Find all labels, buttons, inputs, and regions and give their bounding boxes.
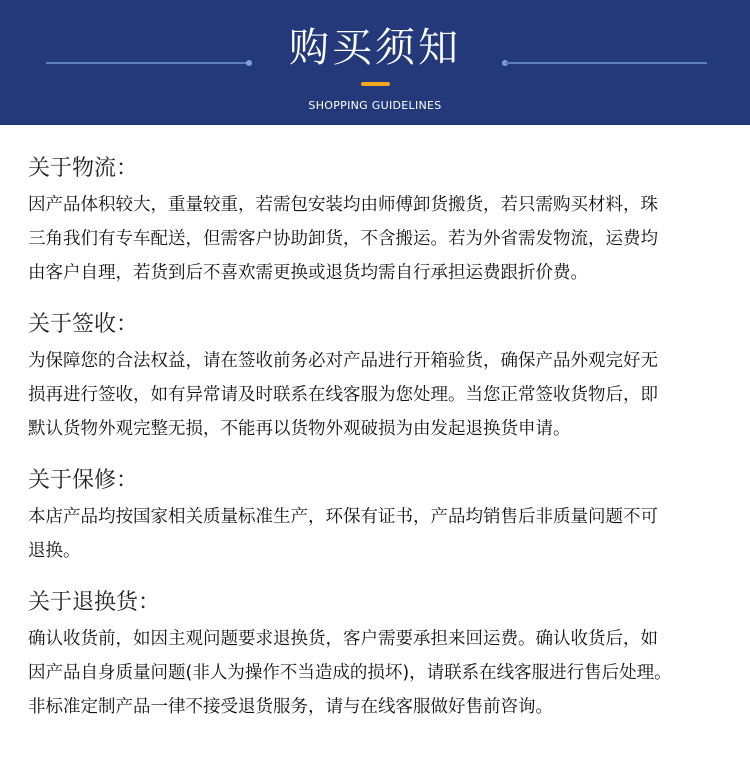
page-subtitle: SHOPPING GUIDELINES bbox=[308, 99, 442, 112]
header-divider-right bbox=[505, 62, 707, 64]
text-line: 因产品体积较大，重量较重，若需包安装均由师傅卸货搬货，若只需购买材料，珠 bbox=[28, 195, 658, 215]
section-warranty bbox=[28, 466, 724, 568]
text-line: 因产品自身质量问题(非人为操作不当造成的损坏)，请联系在线客服进行售后处理。 bbox=[28, 663, 672, 683]
section-returns bbox=[28, 588, 724, 724]
section-title-logistics: 关于物流： bbox=[28, 156, 139, 181]
section-body-logistics bbox=[28, 188, 724, 290]
section-title-returns: 关于退换货： bbox=[28, 590, 161, 615]
page-title: 购买须知 bbox=[289, 25, 461, 71]
text-line: 本店产品均按国家相关质量标准生产，环保有证书，产品均销售后非质量问题不可 bbox=[28, 507, 658, 527]
section-title-warranty: 关于保修： bbox=[28, 468, 139, 493]
text-line: 确认收货前，如因主观问题要求退换货，客户需要承担来回运费。确认收货后，如 bbox=[28, 629, 658, 649]
text-line: 默认货物外观完整无损，不能再以货物外观破损为由发起退换货申请。 bbox=[28, 419, 571, 439]
section-body-warranty bbox=[28, 500, 724, 568]
section-logistics bbox=[28, 154, 724, 290]
text-line: 退换。 bbox=[28, 541, 81, 561]
text-line: 为保障您的合法权益，请在签收前务必对产品进行开箱验货，确保产品外观完好无 bbox=[28, 351, 658, 371]
text-line: 非标准定制产品一律不接受退货服务，请与在线客服做好售前咨询。 bbox=[28, 697, 553, 717]
section-body-returns bbox=[28, 622, 724, 724]
text-line: 损再进行签收，如有异常请及时联系在线客服为您处理。当您正常签收货物后，即 bbox=[28, 385, 658, 405]
guidelines-content bbox=[0, 154, 750, 724]
section-body-receipt bbox=[28, 344, 724, 446]
title-accent-bar bbox=[361, 82, 390, 86]
section-receipt bbox=[28, 310, 724, 446]
section-title-receipt: 关于签收： bbox=[28, 312, 139, 337]
page-header bbox=[0, 0, 750, 125]
text-line: 由客户自理，若货到后不喜欢需更换或退货均需自行承担运费跟折价费。 bbox=[28, 263, 588, 283]
text-line: 三角我们有专车配送，但需客户协助卸货，不含搬运。若为外省需发物流，运费均 bbox=[28, 229, 658, 249]
